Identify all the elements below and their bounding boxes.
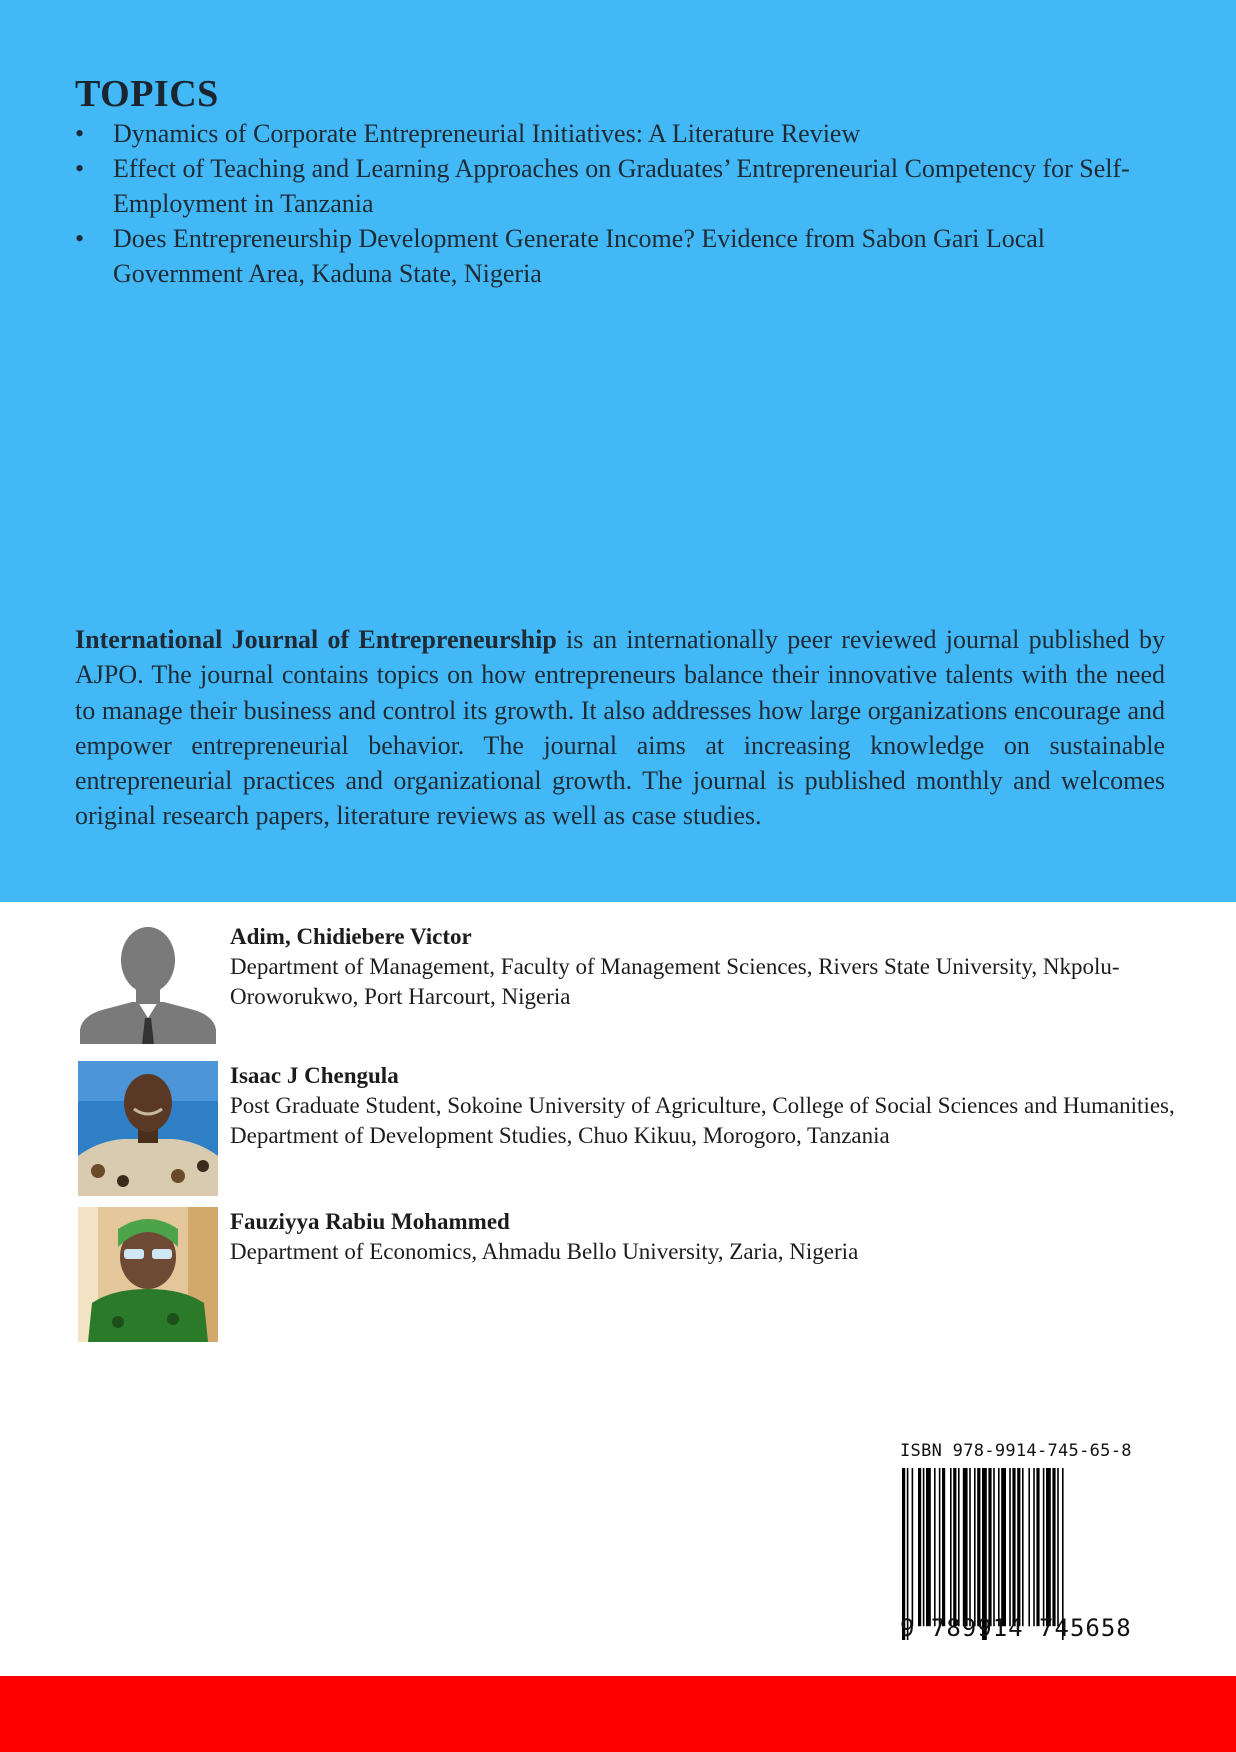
topics-heading: TOPICS <box>75 73 219 115</box>
barcode-bar <box>1043 1468 1045 1626</box>
topic-item <box>75 151 1165 221</box>
author-name: Adim, Chidiebere Victor <box>230 924 472 949</box>
barcode-bar <box>912 1468 914 1626</box>
author-name: Fauziyya Rabiu Mohammed <box>230 1209 510 1234</box>
barcode-bar <box>1017 1468 1020 1626</box>
author-photo <box>78 1207 218 1342</box>
author-affiliation: Department of Economics, Ahmadu Bello University, Zaria, Nigeria <box>230 1239 859 1264</box>
barcode-bar <box>953 1468 956 1626</box>
bullet-icon: • <box>75 119 85 148</box>
topic-text: Effect of Teaching and Learning Approaches on Graduates’ Entrepreneurial Competency for Self-Employment in Tanzania <box>113 154 1130 218</box>
topic-text: Does Entrepreneurship Development Generate Income? Evidence from Sabon Gari Local Government Area, Kaduna State, Nigeria <box>113 224 1046 288</box>
topic-item <box>75 221 1165 291</box>
barcode-bar <box>963 1468 968 1626</box>
barcode-bar <box>1052 1468 1055 1626</box>
description-text: is an internationally peer reviewed journal published by AJPO. The journal contains topics on how entrepreneurs balance their innovative talents with the need to manage their business and control its growth. It also addresses how large organizations encourage and empower entrepreneurial behavior. The journal aims at increasing knowledge on sustainable entrepreneurial practices and organizational growth. The journal is published monthly and welcomes original research papers, literature reviews as well as case studies. <box>75 625 1165 831</box>
barcode-bar <box>1046 1468 1051 1626</box>
barcode-bar <box>923 1468 925 1626</box>
barcode-bar <box>942 1468 945 1626</box>
author-photo <box>78 1061 218 1196</box>
barcode-bar <box>988 1468 991 1626</box>
barcode-bar <box>926 1468 931 1626</box>
journal-description <box>75 622 1165 834</box>
barcode-bar <box>977 1468 980 1626</box>
cover-red-band <box>0 1676 1236 1752</box>
barcode-bar <box>993 1468 995 1626</box>
avatar-placeholder-icon <box>78 922 218 1057</box>
topic-text: Dynamics of Corporate Entrepreneurial Initiatives: A Literature Review <box>113 119 861 148</box>
journal-name: International Journal of Entrepreneurship <box>75 625 557 654</box>
barcode-bar <box>939 1468 941 1626</box>
barcode-bar <box>974 1468 976 1626</box>
isbn-digits: 9 789914 745658 <box>900 1614 1132 1642</box>
barcode-bar <box>1033 1468 1035 1626</box>
barcode-bar <box>1012 1468 1015 1626</box>
isbn-label: ISBN 978-9914-745-65-8 <box>900 1441 1132 1461</box>
barcode-bar <box>918 1468 921 1626</box>
topic-item <box>75 116 1165 151</box>
author-info <box>230 1207 1190 1267</box>
barcode-bar <box>1022 1468 1024 1626</box>
author-name: Isaac J Chengula <box>230 1063 399 1088</box>
author-info <box>230 1061 1190 1151</box>
barcode-bar <box>1009 1468 1011 1626</box>
barcode-bar <box>998 1468 1000 1626</box>
bullet-icon: • <box>75 154 85 183</box>
barcode-bar <box>1057 1468 1059 1626</box>
barcode-bar <box>969 1468 971 1626</box>
bullet-icon: • <box>75 224 85 253</box>
author-affiliation: Department of Management, Faculty of Management Sciences, Rivers State University, Nkpolu-Oroworukwo, Port Harcourt, Nigeria <box>230 954 1120 1009</box>
barcode-bar <box>1028 1468 1030 1626</box>
barcode-bar <box>1036 1468 1039 1626</box>
barcode-bar <box>958 1468 960 1626</box>
barcode-bar <box>1001 1468 1006 1626</box>
barcode-bar <box>934 1468 936 1626</box>
topics-list <box>75 116 1165 291</box>
author-info <box>230 922 1190 1012</box>
author-affiliation: Post Graduate Student, Sokoine University of Agriculture, College of Social Sciences and Humanities, Department of Development Studies, Chuo Kikuu, Morogoro, Tanzania <box>230 1093 1175 1148</box>
barcode-bar <box>950 1468 952 1626</box>
